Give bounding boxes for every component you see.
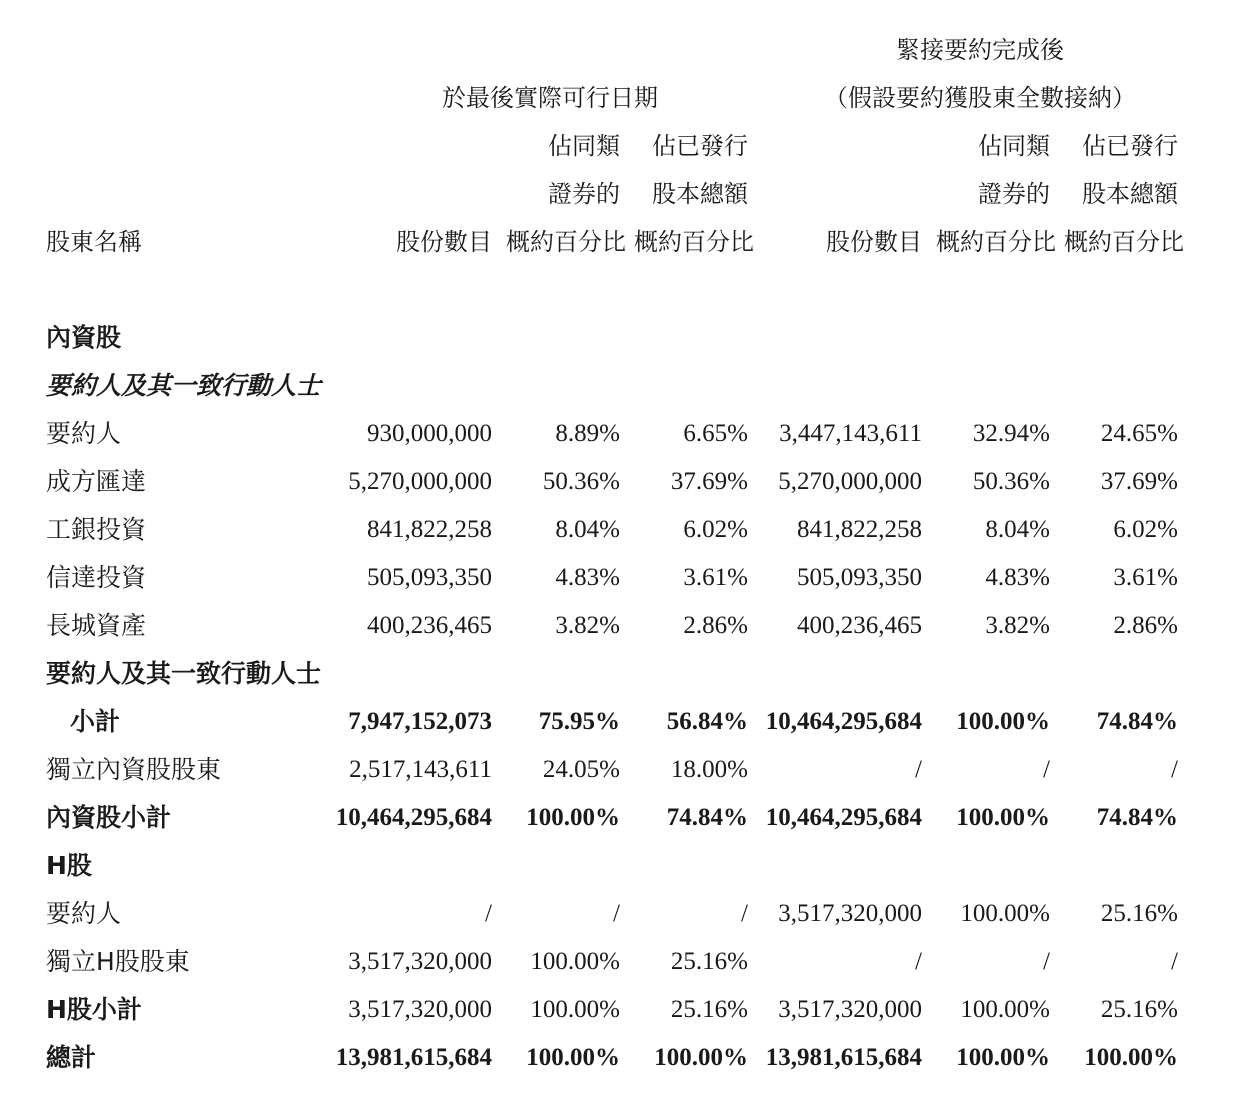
row-label: 內資股小計 bbox=[46, 803, 172, 832]
cell-pct-class-before: / bbox=[613, 900, 620, 927]
row-label: H股 bbox=[46, 851, 92, 880]
cell-pct-issued-after: 25.16% bbox=[1100, 900, 1178, 927]
cell-shares-before: 400,236,465 bbox=[367, 612, 492, 639]
cell-pct-class-after: 100.00% bbox=[956, 1044, 1050, 1071]
row-label: 要約人 bbox=[46, 419, 122, 448]
table-row bbox=[0, 602, 1236, 650]
cell-pct-class-after: 100.00% bbox=[960, 900, 1050, 927]
cell-pct-class-after: 32.94% bbox=[972, 420, 1050, 447]
cell-pct-class-after: 3.82% bbox=[985, 612, 1050, 639]
cell-pct-issued-after: 2.86% bbox=[1113, 612, 1178, 639]
cell-shares-after: / bbox=[915, 756, 922, 783]
cell-pct-issued-before: 3.61% bbox=[683, 564, 748, 591]
cell-pct-issued-after: 25.16% bbox=[1100, 996, 1178, 1023]
cell-pct-issued-after: 37.69% bbox=[1100, 468, 1178, 495]
cell-pct-class-before: 8.04% bbox=[555, 516, 620, 543]
row-label: 要約人 bbox=[46, 899, 122, 928]
cell-shares-after: 10,464,295,684 bbox=[765, 708, 922, 735]
cell-pct-issued-before: 56.84% bbox=[666, 708, 748, 735]
cell-pct-issued-after: 24.65% bbox=[1100, 420, 1178, 447]
table-row bbox=[0, 410, 1236, 458]
cell-pct-class-after: 8.04% bbox=[985, 516, 1050, 543]
table-row bbox=[0, 650, 1236, 698]
cell-pct-class-before: 50.36% bbox=[542, 468, 620, 495]
table-row bbox=[0, 314, 1236, 362]
header-pct-issued-line3-left: 概約百分比 bbox=[634, 228, 754, 256]
table-row bbox=[0, 890, 1236, 938]
cell-shares-before: / bbox=[485, 900, 492, 927]
header-pct-issued-line1-right: 佔已發行 bbox=[1082, 132, 1178, 160]
row-label: 成方匯達 bbox=[46, 467, 147, 496]
cell-pct-class-before: 8.89% bbox=[555, 420, 620, 447]
cell-pct-class-before: 100.00% bbox=[530, 948, 620, 975]
table-row bbox=[0, 1034, 1236, 1082]
cell-pct-issued-after: 74.84% bbox=[1096, 804, 1178, 831]
header-pct-class-line2-right: 證券的 bbox=[978, 180, 1050, 208]
cell-pct-class-after: 100.00% bbox=[960, 996, 1050, 1023]
cell-pct-issued-after: 100.00% bbox=[1084, 1044, 1178, 1071]
row-label: H股小計 bbox=[46, 995, 142, 1024]
cell-pct-class-before: 24.05% bbox=[542, 756, 620, 783]
cell-pct-issued-before: 2.86% bbox=[683, 612, 748, 639]
cell-pct-class-before: 100.00% bbox=[530, 996, 620, 1023]
header-pct-issued-line3-right: 概約百分比 bbox=[1064, 228, 1184, 256]
cell-shares-before: 930,000,000 bbox=[367, 420, 492, 447]
cell-shares-before: 7,947,152,073 bbox=[348, 708, 492, 735]
header-shares-right: 股份數目 bbox=[826, 228, 922, 256]
header-pct-issued-line1-left: 佔已發行 bbox=[652, 132, 748, 160]
cell-shares-before: 2,517,143,611 bbox=[349, 756, 492, 783]
table-row bbox=[0, 698, 1236, 746]
cell-shares-before: 505,093,350 bbox=[367, 564, 492, 591]
cell-shares-before: 10,464,295,684 bbox=[335, 804, 492, 831]
cell-pct-issued-after: 74.84% bbox=[1096, 708, 1178, 735]
cell-pct-class-before: 4.83% bbox=[555, 564, 620, 591]
cell-pct-issued-before: 25.16% bbox=[670, 948, 748, 975]
row-label: 要約人及其一致行動人士 bbox=[46, 659, 322, 688]
row-label: 總計 bbox=[46, 1043, 97, 1072]
cell-pct-issued-before: 18.00% bbox=[670, 756, 748, 783]
cell-pct-issued-after: 3.61% bbox=[1113, 564, 1178, 591]
cell-pct-issued-before: 6.02% bbox=[683, 516, 748, 543]
cell-shares-after: 841,822,258 bbox=[797, 516, 922, 543]
cell-shares-before: 13,981,615,684 bbox=[335, 1044, 492, 1071]
cell-pct-class-before: 100.00% bbox=[526, 1044, 620, 1071]
cell-shares-before: 5,270,000,000 bbox=[348, 468, 492, 495]
cell-shares-after: / bbox=[915, 948, 922, 975]
cell-pct-class-before: 100.00% bbox=[526, 804, 620, 831]
cell-shares-after: 3,447,143,611 bbox=[779, 420, 922, 447]
cell-pct-class-after: 100.00% bbox=[956, 708, 1050, 735]
header-pct-class-line2-left: 證券的 bbox=[548, 180, 620, 208]
cell-pct-class-after: / bbox=[1043, 948, 1050, 975]
header-after-completion-line2: （假設要約獲股東全數接納） bbox=[824, 84, 1136, 112]
header-pct-class-line3-right: 概約百分比 bbox=[936, 228, 1056, 256]
row-label: 工銀投資 bbox=[46, 515, 147, 544]
row-label: 信達投資 bbox=[46, 563, 147, 592]
cell-shares-after: 13,981,615,684 bbox=[765, 1044, 922, 1071]
table-row bbox=[0, 794, 1236, 842]
table-row bbox=[0, 362, 1236, 410]
cell-shares-before: 841,822,258 bbox=[367, 516, 492, 543]
header-latest-practicable-date: 於最後實際可行日期 bbox=[442, 84, 658, 112]
row-label: 小計 bbox=[70, 707, 121, 736]
cell-shares-after: 10,464,295,684 bbox=[765, 804, 922, 831]
cell-shares-after: 400,236,465 bbox=[797, 612, 922, 639]
table-row bbox=[0, 506, 1236, 554]
cell-pct-class-after: 4.83% bbox=[985, 564, 1050, 591]
cell-pct-issued-before: 74.84% bbox=[666, 804, 748, 831]
row-label: 獨立內資股股東 bbox=[46, 755, 222, 784]
cell-shares-before: 3,517,320,000 bbox=[348, 948, 492, 975]
cell-pct-class-before: 75.95% bbox=[538, 708, 620, 735]
cell-shares-after: 3,517,320,000 bbox=[778, 900, 922, 927]
cell-pct-class-after: 100.00% bbox=[956, 804, 1050, 831]
header-pct-class-line1-left: 佔同類 bbox=[548, 132, 620, 160]
row-label: 長城資產 bbox=[46, 611, 147, 640]
cell-shares-before: 3,517,320,000 bbox=[348, 996, 492, 1023]
cell-pct-issued-before: / bbox=[741, 900, 748, 927]
cell-shares-after: 3,517,320,000 bbox=[778, 996, 922, 1023]
header-shares-left: 股份數目 bbox=[396, 228, 492, 256]
row-label: 要約人及其一致行動人士 bbox=[46, 371, 322, 400]
cell-pct-issued-after: / bbox=[1171, 756, 1178, 783]
header-pct-class-line3-left: 概約百分比 bbox=[506, 228, 626, 256]
header-pct-issued-line2-left: 股本總額 bbox=[652, 180, 748, 208]
cell-pct-issued-before: 100.00% bbox=[654, 1044, 748, 1071]
table-row bbox=[0, 554, 1236, 602]
cell-pct-issued-before: 37.69% bbox=[670, 468, 748, 495]
header-pct-class-line1-right: 佔同類 bbox=[978, 132, 1050, 160]
header-after-completion-line1: 緊接要約完成後 bbox=[896, 36, 1064, 64]
header-shareholder-name: 股東名稱 bbox=[46, 228, 142, 256]
cell-shares-after: 5,270,000,000 bbox=[778, 468, 922, 495]
cell-pct-issued-before: 25.16% bbox=[670, 996, 748, 1023]
table-row bbox=[0, 842, 1236, 890]
cell-pct-class-after: 50.36% bbox=[972, 468, 1050, 495]
cell-shares-after: 505,093,350 bbox=[797, 564, 922, 591]
cell-pct-issued-after: / bbox=[1171, 948, 1178, 975]
table-row bbox=[0, 458, 1236, 506]
cell-pct-class-before: 3.82% bbox=[555, 612, 620, 639]
table-row bbox=[0, 938, 1236, 986]
cell-pct-class-after: / bbox=[1043, 756, 1050, 783]
cell-pct-issued-before: 6.65% bbox=[683, 420, 748, 447]
row-label: 內資股 bbox=[46, 323, 122, 352]
cell-pct-issued-after: 6.02% bbox=[1113, 516, 1178, 543]
table-row bbox=[0, 986, 1236, 1034]
row-label: 獨立H股股東 bbox=[46, 947, 190, 976]
table-row bbox=[0, 746, 1236, 794]
header-pct-issued-line2-right: 股本總額 bbox=[1082, 180, 1178, 208]
